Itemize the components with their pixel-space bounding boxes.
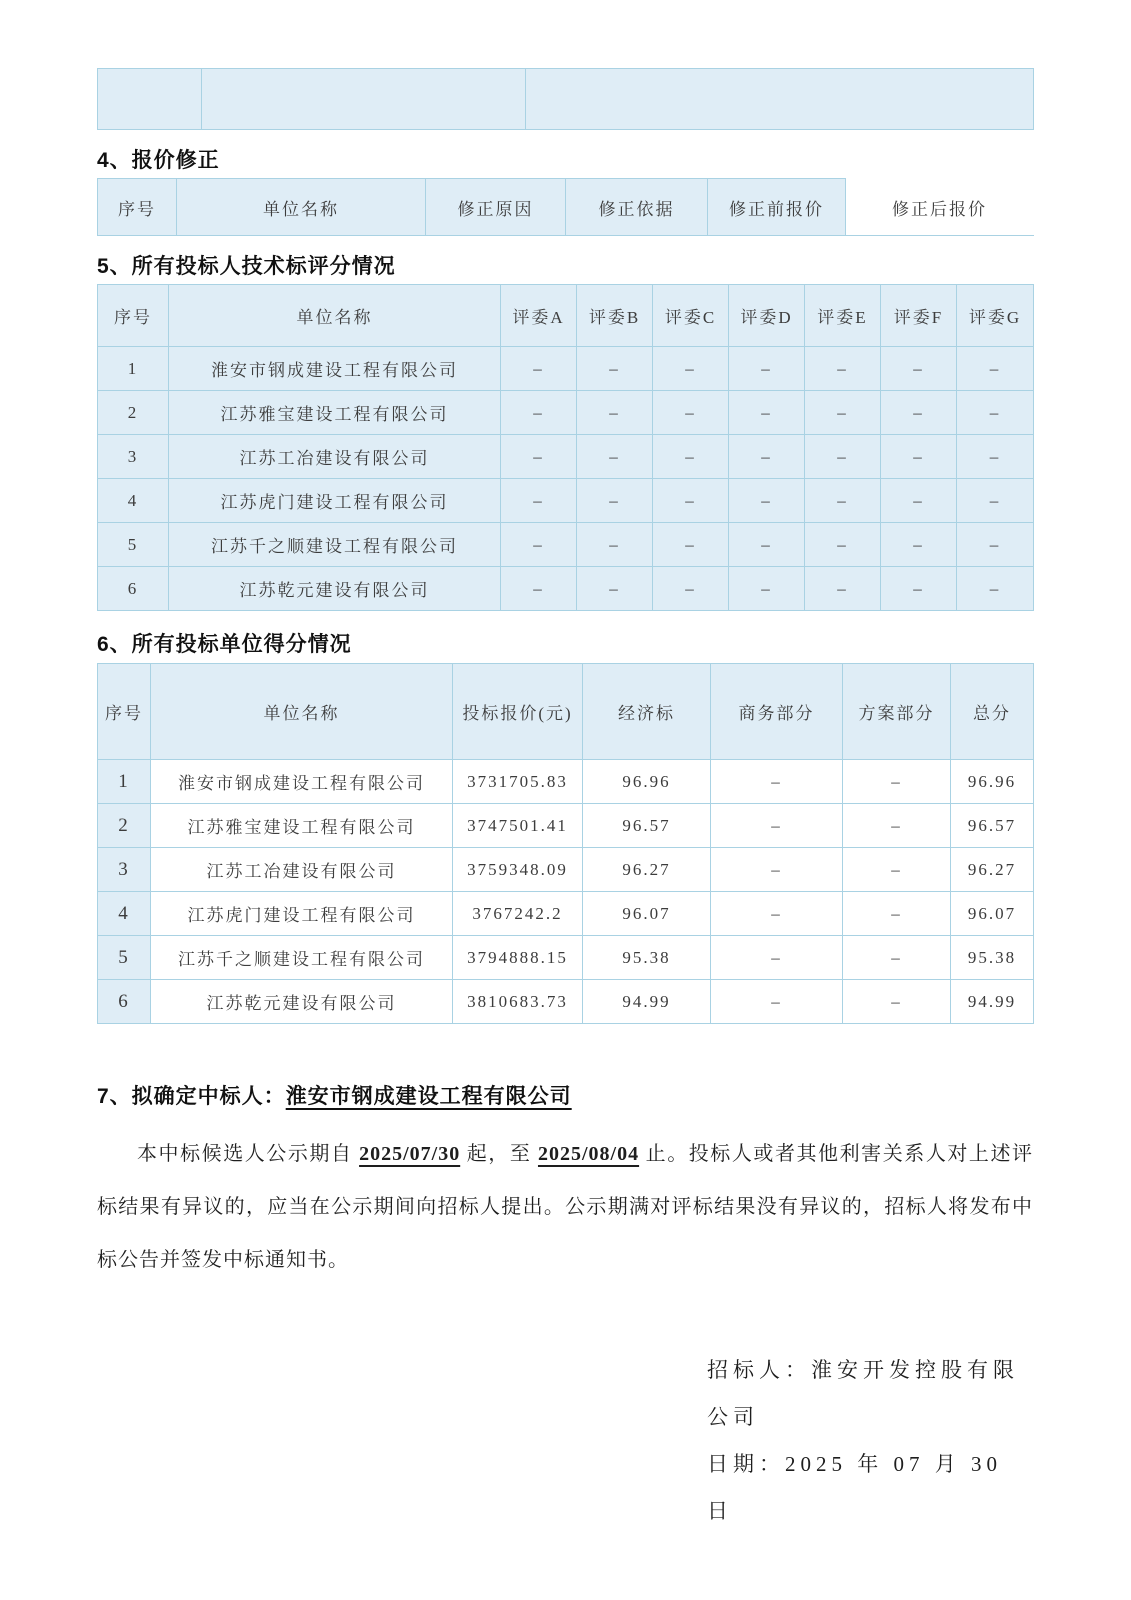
publicity-end-date: 2025/08/04 — [537, 1143, 640, 1165]
table-row — [98, 892, 1034, 936]
table-cell: 淮安市钢成建设工程有限公司 — [169, 347, 501, 391]
table-cell: – — [729, 479, 805, 523]
table-cell: – — [957, 435, 1034, 479]
column-header: 修正原因 — [426, 179, 566, 236]
table-cell: – — [881, 567, 957, 611]
table-cell: – — [957, 479, 1034, 523]
table-cell: – — [957, 391, 1034, 435]
table-cell: 江苏工冶建设有限公司 — [169, 435, 501, 479]
table-cell: – — [501, 391, 577, 435]
column-header: 评委D — [729, 285, 805, 347]
technical-score-table — [97, 284, 1034, 611]
table-cell: 3794888.15 — [453, 936, 583, 980]
table-cell: – — [501, 435, 577, 479]
table-cell: 江苏千之顺建设工程有限公司 — [151, 936, 453, 980]
column-header: 投标报价(元) — [453, 664, 583, 760]
column-header: 评委C — [653, 285, 729, 347]
table-cell: 江苏虎门建设工程有限公司 — [151, 892, 453, 936]
table-cell: 3731705.83 — [453, 760, 583, 804]
table-row — [98, 523, 1034, 567]
table-cell: – — [843, 760, 951, 804]
section7-heading — [97, 1083, 1033, 1111]
table-cell: – — [653, 347, 729, 391]
total-score-table-body — [98, 760, 1034, 1024]
table-cell: – — [711, 892, 843, 936]
table-cell: 3 — [98, 435, 169, 479]
document-content — [97, 0, 1033, 1535]
table-row — [98, 936, 1034, 980]
notice-text: 起，至 — [460, 1143, 538, 1165]
table-cell: 江苏乾元建设有限公司 — [169, 567, 501, 611]
table-cell: – — [711, 804, 843, 848]
table-cell: – — [957, 567, 1034, 611]
table-cell: 95.38 — [951, 936, 1034, 980]
table-cell: 3759348.09 — [453, 848, 583, 892]
column-header: 总分 — [951, 664, 1034, 760]
table-cell: 江苏雅宝建设工程有限公司 — [169, 391, 501, 435]
table-cell: – — [577, 479, 653, 523]
table-header-row — [98, 285, 1034, 347]
table-cell: 5 — [98, 936, 151, 980]
table-cell: 94.99 — [951, 980, 1034, 1024]
table-cell: – — [881, 479, 957, 523]
table-cell: – — [881, 347, 957, 391]
table-header-row — [98, 664, 1034, 760]
table-cell: – — [711, 848, 843, 892]
table-cell: 1 — [98, 347, 169, 391]
table-row — [98, 69, 1034, 130]
table-cell: – — [881, 435, 957, 479]
table-cell: 6 — [98, 567, 169, 611]
table-cell: – — [843, 980, 951, 1024]
table-cell: 96.96 — [951, 760, 1034, 804]
table-cell: – — [843, 848, 951, 892]
carryover-table — [97, 68, 1034, 130]
table-cell: – — [577, 523, 653, 567]
table-row — [98, 848, 1034, 892]
table-cell: 4 — [98, 892, 151, 936]
table-cell: 1 — [98, 760, 151, 804]
table-cell: – — [501, 567, 577, 611]
technical-score-table-body — [98, 347, 1034, 611]
column-header: 评委A — [501, 285, 577, 347]
column-header: 序号 — [98, 285, 169, 347]
column-header: 评委G — [957, 285, 1034, 347]
table-cell: 94.99 — [583, 980, 711, 1024]
table-cell: – — [711, 980, 843, 1024]
notice-paragraph — [97, 1128, 1033, 1287]
price-correction-table — [97, 178, 1034, 236]
table-cell: – — [729, 567, 805, 611]
table-cell — [526, 69, 1034, 130]
section6-heading: 6、所有投标单位得分情况 — [97, 633, 352, 656]
table-cell — [98, 69, 202, 130]
table-cell: 2 — [98, 804, 151, 848]
column-header: 商务部分 — [711, 664, 843, 760]
table-cell: – — [577, 391, 653, 435]
table-cell: – — [805, 347, 881, 391]
table-cell: 3747501.41 — [453, 804, 583, 848]
table-cell: – — [881, 523, 957, 567]
date-line: 日期：2025 年 07 月 30 日 — [707, 1452, 1002, 1523]
column-header: 方案部分 — [843, 664, 951, 760]
publicity-start-date: 2025/07/30 — [359, 1143, 461, 1165]
table-row — [98, 567, 1034, 611]
column-header: 单位名称 — [177, 179, 426, 236]
column-header: 经济标 — [583, 664, 711, 760]
table-cell: – — [805, 523, 881, 567]
table-cell: 96.57 — [583, 804, 711, 848]
table-row — [98, 804, 1034, 848]
table-cell: – — [653, 435, 729, 479]
column-header: 序号 — [98, 179, 177, 236]
table-row — [98, 347, 1034, 391]
table-cell: 江苏千之顺建设工程有限公司 — [169, 523, 501, 567]
table-cell: – — [729, 435, 805, 479]
table-cell: 3 — [98, 848, 151, 892]
table-cell: 3810683.73 — [453, 980, 583, 1024]
table-cell: 95.38 — [583, 936, 711, 980]
column-header: 序号 — [98, 664, 151, 760]
table-cell: – — [957, 347, 1034, 391]
column-header: 评委B — [577, 285, 653, 347]
table-cell: – — [501, 523, 577, 567]
table-cell: – — [843, 804, 951, 848]
table-cell: – — [957, 523, 1034, 567]
table-cell: 4 — [98, 479, 169, 523]
table-cell: – — [805, 391, 881, 435]
table-cell: – — [653, 479, 729, 523]
column-header: 单位名称 — [151, 664, 453, 760]
winner-name: 淮安市钢成建设工程有限公司 — [285, 1085, 572, 1108]
table-cell: 江苏虎门建设工程有限公司 — [169, 479, 501, 523]
table-cell: 江苏工冶建设有限公司 — [151, 848, 453, 892]
column-header: 修正依据 — [566, 179, 708, 236]
table-cell: 5 — [98, 523, 169, 567]
table-cell: 96.27 — [583, 848, 711, 892]
table-cell: 江苏雅宝建设工程有限公司 — [151, 804, 453, 848]
table-cell: – — [729, 523, 805, 567]
table-cell: 3767242.2 — [453, 892, 583, 936]
table-row — [98, 980, 1034, 1024]
table-cell: 2 — [98, 391, 169, 435]
table-cell: – — [729, 347, 805, 391]
table-cell: 96.07 — [951, 892, 1034, 936]
table-header-row — [98, 179, 1034, 236]
table-row — [98, 479, 1034, 523]
table-row — [98, 760, 1034, 804]
total-score-table — [97, 663, 1034, 1024]
table-cell: – — [653, 567, 729, 611]
table-row — [98, 435, 1034, 479]
column-header: 修正后报价 — [846, 179, 1034, 236]
table-cell: – — [577, 347, 653, 391]
table-cell: – — [653, 523, 729, 567]
notice-text: 本中标候选人公示期自 — [137, 1143, 360, 1165]
table-cell: – — [729, 391, 805, 435]
column-header: 评委F — [881, 285, 957, 347]
table-cell: 淮安市钢成建设工程有限公司 — [151, 760, 453, 804]
table-cell: 96.96 — [583, 760, 711, 804]
table-cell: – — [577, 567, 653, 611]
column-header: 评委E — [805, 285, 881, 347]
signature-block — [97, 1347, 1033, 1535]
table-cell: 96.57 — [951, 804, 1034, 848]
section7-prefix: 7、拟确定中标人： — [97, 1085, 286, 1108]
notice-text: 止。投标人或者其他利害关系人对上述评标结果有异议的，应当在公示期间向招标人提出。公示期满对评标结果没有异议的，招标人将发布中标公告并签发中标通知书。 — [97, 1143, 1034, 1271]
table-cell: 96.07 — [583, 892, 711, 936]
table-cell: – — [805, 479, 881, 523]
table-cell: – — [501, 479, 577, 523]
table-cell: – — [653, 391, 729, 435]
section4-heading: 4、报价修正 — [97, 149, 220, 172]
table-cell: – — [843, 892, 951, 936]
table-cell: – — [881, 391, 957, 435]
table-cell: 96.27 — [951, 848, 1034, 892]
table-cell: – — [711, 760, 843, 804]
section5-heading: 5、所有投标人技术标评分情况 — [97, 255, 396, 278]
table-cell: – — [711, 936, 843, 980]
column-header: 修正前报价 — [708, 179, 846, 236]
table-cell: – — [805, 435, 881, 479]
table-cell — [202, 69, 526, 130]
table-cell: – — [577, 435, 653, 479]
table-cell: – — [501, 347, 577, 391]
tenderer-line: 招标人：淮安开发控股有限公司 — [707, 1358, 1019, 1429]
table-cell: – — [843, 936, 951, 980]
table-cell: 6 — [98, 980, 151, 1024]
table-row — [98, 391, 1034, 435]
column-header: 单位名称 — [169, 285, 501, 347]
table-cell: 江苏乾元建设有限公司 — [151, 980, 453, 1024]
table-cell: – — [805, 567, 881, 611]
